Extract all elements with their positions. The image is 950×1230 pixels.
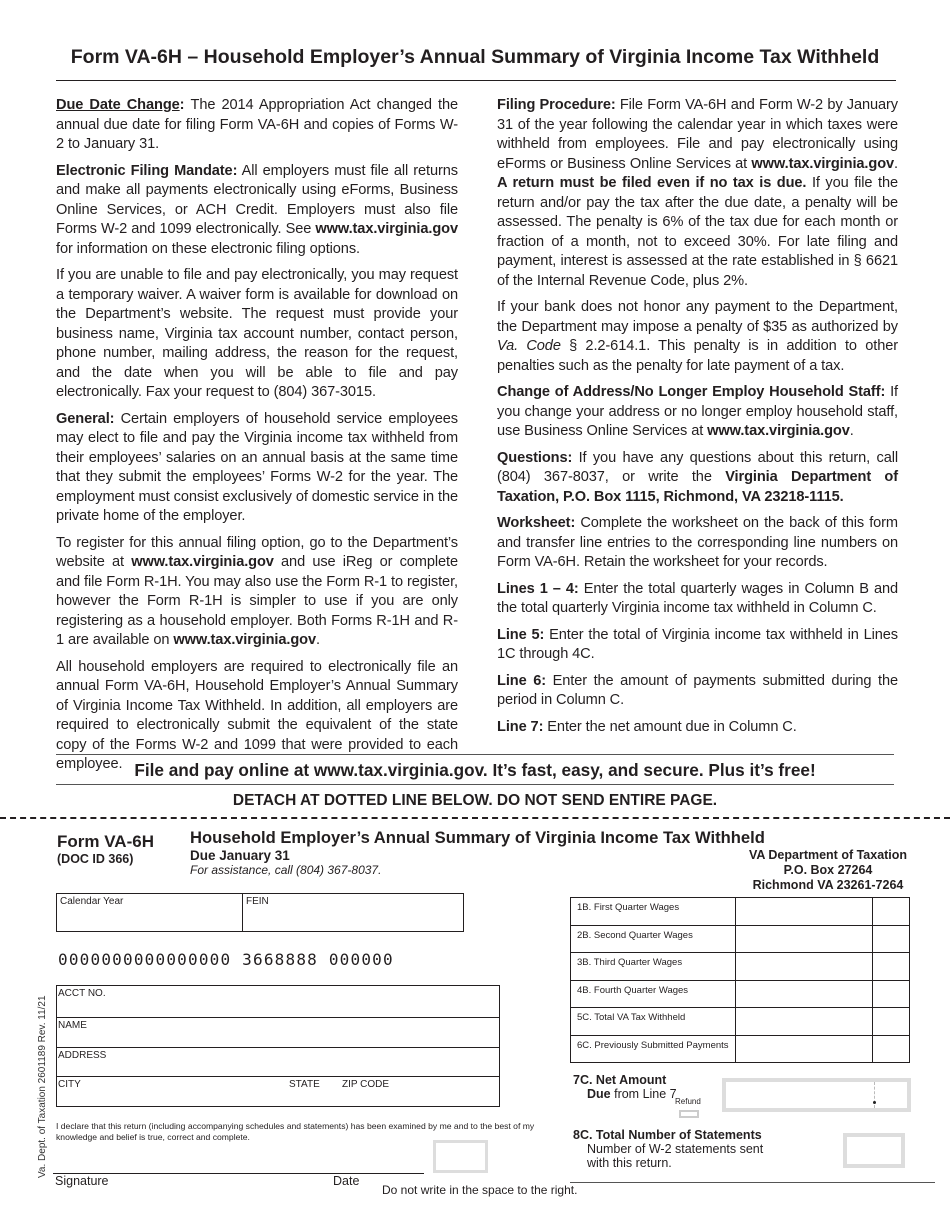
bold-text: Electronic Filing Mandate: (56, 162, 238, 179)
instruction-paragraph (497, 672, 898, 711)
bold-text: Worksheet: (497, 515, 576, 531)
text: If you have any questions about this return, call (804) 367-8037, or write the (497, 449, 898, 485)
divider (56, 784, 894, 785)
cents-field[interactable] (873, 1035, 910, 1063)
dollars-field[interactable] (736, 1035, 873, 1063)
instruction-paragraph (56, 162, 458, 260)
bold-text: Due Date Change (56, 97, 180, 113)
bold-text: www.tax.virginia.gov (315, 221, 458, 237)
divider (56, 80, 896, 81)
address-line: VA Department of Taxation (748, 848, 908, 862)
office-use-box (433, 1140, 488, 1173)
bold-text: Change of Address/No Longer Employ Household Staff: (497, 384, 886, 400)
line-8c-label (573, 1128, 763, 1170)
decimal-point (873, 1101, 876, 1104)
bold-text: General: (56, 410, 115, 427)
text: Enter the total quarterly wages in Column B and the total quarterly Virginia income tax withheld in Column C. (497, 580, 898, 616)
line-label: 4B. Fourth Quarter Wages (571, 980, 736, 1008)
bold-text: Line 7: (497, 718, 544, 735)
text: . (894, 155, 898, 172)
table-row (571, 1008, 910, 1036)
bold-text: A return must be filed even if no tax is due. (497, 175, 807, 191)
city-label: CITY (58, 1079, 81, 1090)
address-line: P.O. Box 27264 (783, 863, 873, 877)
bold-text: Lines 1 – 4: (497, 580, 579, 597)
state-label: STATE (289, 1079, 320, 1090)
instruction-paragraph (497, 718, 898, 738)
divider (56, 754, 894, 755)
amounts-table (570, 897, 910, 1063)
bold-text: www.tax.virginia.gov (707, 423, 850, 439)
assistance-text: For assistance, call (804) 367-8037. (190, 863, 382, 877)
line-7c-from: from Line 7 (610, 1087, 677, 1101)
table-row (571, 980, 910, 1008)
net-amount-due-field[interactable] (722, 1078, 911, 1112)
instruction-paragraph (497, 449, 898, 508)
dollars-field[interactable] (736, 925, 873, 953)
bold-text: Line 5: (497, 626, 545, 643)
instruction-paragraph (56, 410, 458, 527)
zip-label: ZIP CODE (342, 1079, 390, 1090)
ocr-scanline: 0000000000000000 3668888 000000 (58, 950, 394, 969)
cents-field[interactable] (873, 980, 910, 1008)
instructions-left-column (56, 96, 458, 782)
dollars-field[interactable] (736, 898, 873, 926)
fein-field[interactable]: FEIN (246, 896, 269, 907)
refund-checkbox[interactable] (679, 1110, 699, 1118)
text: § 2.2-614.1. This penalty is in addition to other penalties such as the penalty for late payment of a tax. (497, 338, 898, 374)
form-title: Household Employer’s Annual Summary of Virginia Income Tax Withheld (190, 828, 765, 847)
form-revision-text: Va. Dept. of Taxation 2601189 Rev. 11/21 (37, 995, 48, 1178)
calendar-year-fein-box (56, 893, 464, 932)
line-label: 3B. Third Quarter Wages (571, 953, 736, 981)
dollars-field[interactable] (736, 1008, 873, 1036)
instruction-paragraph (497, 96, 898, 291)
instructions-right-column (497, 96, 898, 744)
text: File Form VA-6H and Form W-2 by January 31 of the year following the calendar year in which taxes were withheld from employees. File and pay electronically using eForms or Business Online Services at (497, 97, 898, 172)
dollars-field[interactable] (736, 953, 873, 981)
online-filing-banner: File and pay online at www.tax.virginia.gov. It’s fast, easy, and secure. Plus it’s free! (134, 760, 816, 780)
instruction-paragraph (56, 658, 458, 775)
instruction-paragraph (497, 580, 898, 619)
line-7c-title: 7C. Net Amount (573, 1073, 667, 1087)
text: All household employers are required to electronically file an annual Form VA-6H, Household Employer’s Annual Summary of Virginia Income Tax Withheld. In addition, all employers are required to electronically submit the equivalent of the state copy of the Forms W-2 and 1099 that were provided to each employee. (56, 658, 458, 772)
name-field[interactable] (57, 1017, 499, 1048)
city-state-zip-field[interactable] (57, 1076, 499, 1107)
name-label: NAME (58, 1020, 87, 1031)
line-label: 5C. Total VA Tax Withheld (571, 1008, 736, 1036)
instruction-paragraph (497, 298, 898, 376)
text: Va. Code (497, 338, 561, 354)
table-row (571, 925, 910, 953)
cents-field[interactable] (873, 925, 910, 953)
table-row (571, 953, 910, 981)
address-line: Richmond VA 23261-7264 (752, 878, 904, 892)
text: Enter the amount of payments submitted during the period in Column C. (497, 672, 898, 708)
taxpayer-info-box (56, 985, 500, 1107)
detach-dotted-line (0, 817, 950, 819)
bold-text: www.tax.virginia.gov (751, 155, 895, 172)
address-label: ADDRESS (58, 1050, 107, 1061)
line-8c-title: 8C. Total Number of Statements (573, 1128, 762, 1142)
text: for information on these electronic filing options. (56, 240, 360, 257)
instruction-paragraph (497, 626, 898, 665)
acct-no-field[interactable] (57, 986, 499, 1017)
line-7c-due: Due (587, 1087, 611, 1101)
acct-no-label: ACCT NO. (58, 988, 106, 999)
text: All employers must file all returns and make all payments electronically using eForms, Business Online Services, or ACH Credit. Employers must also file Forms W-2 and 1099 electronically. See (56, 162, 459, 237)
line-8c-desc: Number of W-2 statements sent (587, 1142, 764, 1156)
cents-field[interactable] (873, 953, 910, 981)
text: . (316, 632, 320, 648)
bold-text: Questions: (497, 449, 573, 466)
table-row (571, 1035, 910, 1063)
text: If you file the return and/or pay the tax after the due date, a penalty will be assessed. The penalty is 6% of the tax due for each month or fraction of a month, not to exceed 30%. For late filing and payment, interest is assessed at the rate established in § 6621 of the Internal Revenue Code, plus 2%. (497, 175, 898, 289)
text: If your bank does not honor any payment to the Department, the Department may impose a penalty of $35 as authorized by (497, 299, 898, 335)
line-8c-desc: with this return. (587, 1156, 672, 1170)
instruction-paragraph (56, 266, 458, 403)
text: If you change your address or no longer employ household staff, use Business Online Services at (497, 384, 898, 439)
bold-text: Line 6: (497, 672, 546, 689)
text: To register for this annual filing option, go to the Department’s website at (56, 534, 458, 570)
no-write-notice: Do not write in the space to the right. (382, 1183, 578, 1197)
instruction-paragraph (497, 514, 898, 573)
mailing-address (740, 848, 916, 893)
divider (570, 1182, 935, 1183)
text: If you are unable to file and pay electronically, you may request a temporary waiver. A waiver form is available for download on the Department’s website. The request must provide your business name, Virginia tax account number, contact person, phone number, mailing address, the reason for the request, and the date when you will be able to file and pay electronically. Fax your request to (804) 367-3015. (56, 267, 458, 400)
text: and use iReg or complete and file Form R-1H. You may also use the Form R-1 to register, however the Form R-1H is simpler to use if you are only registering as a household employer. Both Forms R-1H and R-1 are available on (56, 554, 459, 648)
signature-label: Signature (55, 1174, 109, 1188)
bold-text: www.tax.virginia.gov (131, 554, 274, 570)
bold-text: Filing Procedure: (497, 97, 616, 113)
text: Enter the net amount due in Column C. (543, 718, 797, 735)
doc-id: (DOC ID 366) (57, 852, 134, 866)
refund-label: Refund (675, 1097, 701, 1106)
instruction-paragraph (56, 534, 458, 651)
statements-count-field[interactable] (843, 1133, 905, 1168)
cents-field[interactable] (873, 898, 910, 926)
date-label: Date (333, 1174, 360, 1188)
declaration-text: I declare that this return (including accompanying schedules and statements) has been examined by me and to the best of my knowledge and belief is true, correct and complete. (56, 1121, 535, 1142)
text: The 2014 Appropriation Act changed the annual due date for filing Form VA-6H and copies of Forms W-2 to January 31. (56, 97, 459, 152)
calendar-year-field[interactable]: Calendar Year (57, 894, 243, 931)
line-label: 1B. First Quarter Wages (571, 898, 736, 926)
cents-field[interactable] (873, 1008, 910, 1036)
bold-text: www.tax.virginia.gov (173, 632, 316, 648)
bold-text: : (179, 97, 191, 113)
form-name: Form VA-6H (57, 832, 154, 851)
dollars-field[interactable] (736, 980, 873, 1008)
page-title: Form VA-6H – Household Employer’s Annual Summary of Virginia Income Tax Withheld (70, 46, 880, 68)
bold-text: Virginia Department of Taxation, P.O. Box 1115, Richmond, VA 23218-1115. (497, 469, 898, 505)
text: Enter the total of Virginia income tax withheld in Lines 1C through 4C. (497, 626, 898, 662)
line-label: 6C. Previously Submitted Payments (571, 1035, 736, 1063)
due-date: Due January 31 (190, 848, 290, 863)
line-label: 2B. Second Quarter Wages (571, 925, 736, 953)
instruction-paragraph (497, 383, 898, 442)
table-row (571, 898, 910, 926)
text: Complete the worksheet on the back of this form and transfer line entries to the corresponding line numbers on Form VA-6H. Retain the worksheet for your records. (497, 515, 898, 570)
address-field[interactable] (57, 1047, 499, 1076)
text: Certain employers of household service employees may elect to file and pay the Virginia income tax withheld from their employees’ salaries on an annual basis at the same time that they submit the employees’ Forms W-2 for the year. The employment must consist exclusively of domestic service in the private home of the employer. (56, 410, 458, 524)
detach-notice: DETACH AT DOTTED LINE BELOW. DO NOT SEND ENTIRE PAGE. (232, 792, 718, 809)
instruction-paragraph (56, 96, 458, 155)
text: . (849, 423, 854, 439)
line-7c-label (573, 1073, 677, 1101)
